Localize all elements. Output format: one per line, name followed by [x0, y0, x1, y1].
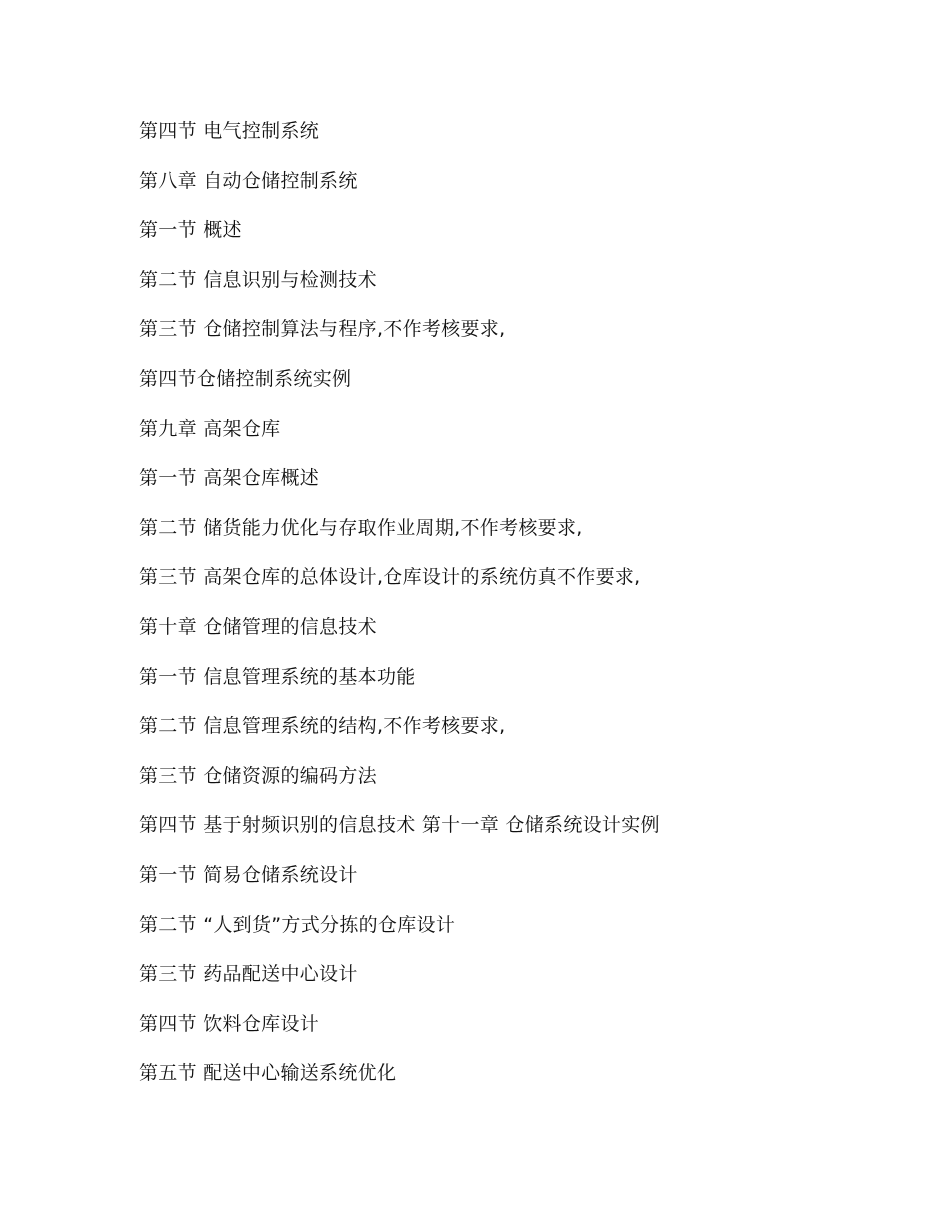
toc-line-section-1-overview: 第一节 概述	[139, 219, 242, 242]
toc-line-section-1-highbay-overview: 第一节 高架仓库概述	[139, 467, 320, 490]
toc-line-section-1-simple-design: 第一节 简易仓储系统设计	[139, 863, 358, 886]
toc-line-section-4-electrical-control: 第四节 电气控制系统	[139, 120, 320, 142]
toc-line-section-2-identification: 第二节 信息识别与检测技术	[139, 268, 377, 291]
toc-line-section-3-coding: 第三节 仓储资源的编码方法	[139, 764, 377, 787]
toc-line-chapter-9: 第九章 高架仓库	[139, 417, 281, 440]
toc-line-section-5-conveyor: 第五节 配送中心输送系统优化	[139, 1062, 397, 1085]
toc-line-section-4-examples: 第四节仓储控制系统实例	[139, 367, 352, 390]
toc-line-section-3-pharma: 第三节 药品配送中心设计	[139, 963, 358, 986]
toc-line-section-4-beverage: 第四节 饮料仓库设计	[139, 1012, 320, 1035]
toc-line-section-3-overall-design: 第三节 高架仓库的总体设计,仓库设计的系统仿真不作要求,	[139, 566, 641, 589]
toc-line-section-1-basic-functions: 第一节 信息管理系统的基本功能	[139, 665, 416, 688]
toc-line-section-3-algorithms: 第三节 仓储控制算法与程序,不作考核要求,	[139, 318, 506, 341]
toc-line-section-2-capacity: 第二节 储货能力优化与存取作业周期,不作考核要求,	[139, 516, 583, 539]
table-of-contents	[139, 117, 899, 1109]
toc-line-section-4-rfid-chapter-11: 第四节 基于射频识别的信息技术 第十一章 仓储系统设计实例	[139, 814, 660, 837]
toc-line-chapter-8: 第八章 自动仓储控制系统	[139, 169, 358, 192]
toc-line-chapter-10: 第十章 仓储管理的信息技术	[139, 615, 377, 638]
toc-line-section-2-picking: 第二节 “人到货”方式分拣的仓库设计	[139, 913, 456, 936]
toc-line-section-2-structure: 第二节 信息管理系统的结构,不作考核要求,	[139, 715, 506, 738]
